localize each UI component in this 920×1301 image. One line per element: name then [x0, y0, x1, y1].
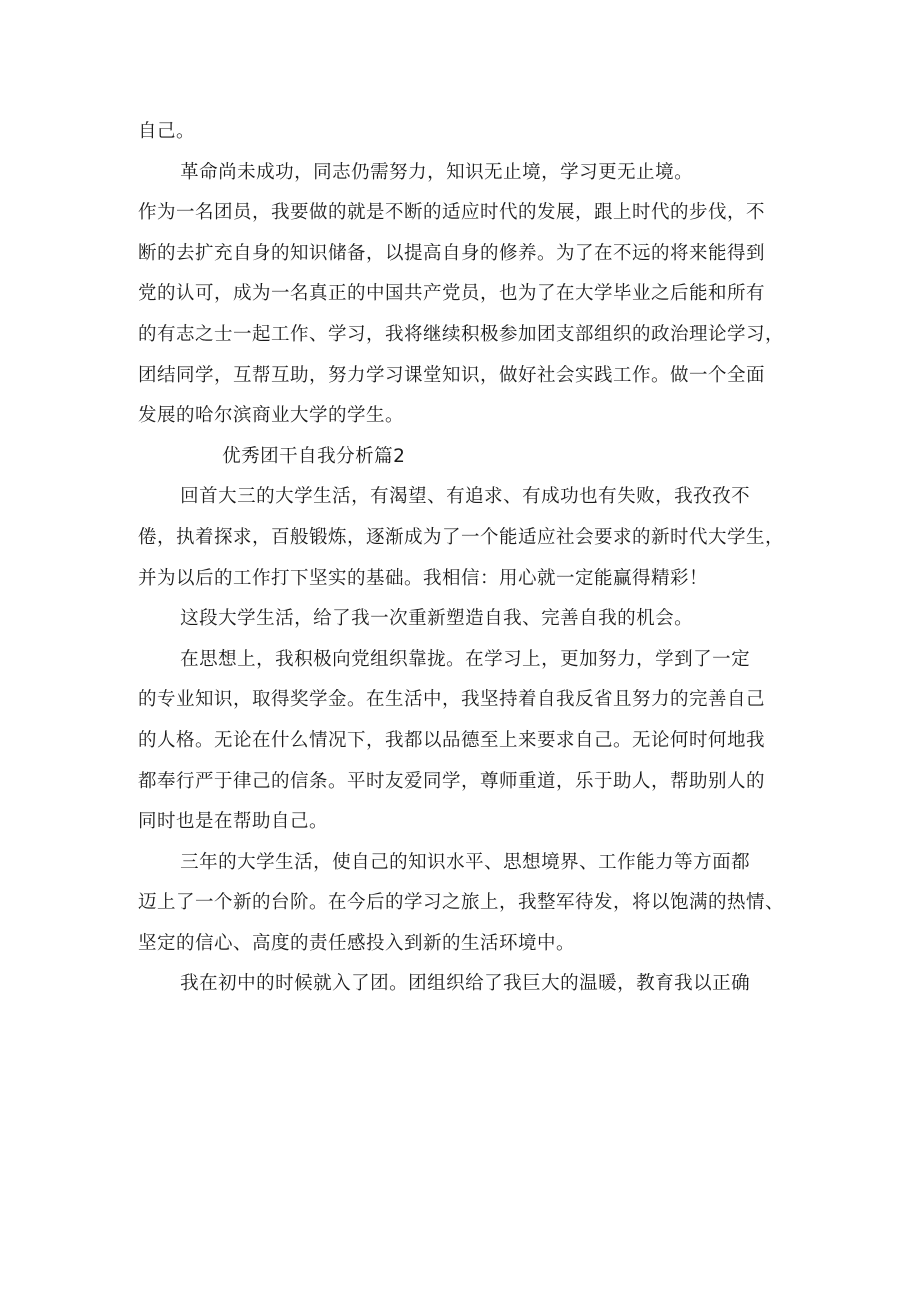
text-line: 团结同学，互帮互助，努力学习课堂知识，做好社会实践工作。做一个全面 [138, 364, 766, 386]
paragraph [138, 599, 792, 640]
text-line: 党的认可，成为一名真正的中国共产党员，也为了在大学毕业之后能和所有 [138, 283, 766, 305]
text-line: 三年的大学生活，使自己的知识水平、思想境界、工作能力等方面都 [180, 851, 751, 873]
text-line: 倦，执着探求，百般锻炼，逐渐成为了一个能适应社会要求的新时代大学生， [138, 526, 785, 548]
text-line: 坚定的信心、高度的责任感投入到新的生活环境中。 [138, 932, 576, 954]
text-line: 的有志之士一起工作、学习，我将继续积极参加团支部组织的政治理论学习， [138, 323, 785, 345]
document-body [138, 112, 792, 1005]
text-line: 我在初中的时候就入了团。团组织给了我巨大的温暖，教育我以正确 [180, 973, 751, 995]
text-line: 发展的哈尔滨商业大学的学生。 [138, 405, 405, 427]
text-line: 并为以后的工作打下坚实的基础。我相信：用心就一定能赢得精彩！ [138, 567, 709, 589]
text-line: 革命尚未成功，同志仍需努力，知识无止境，学习更无止境。 [180, 161, 694, 183]
text-line: 优秀团干自我分析篇2 [222, 445, 406, 467]
paragraph [138, 640, 792, 843]
paragraph [138, 477, 792, 599]
paragraph [138, 843, 792, 965]
text-line: 都奉行严于律己的信条。平时友爱同学，尊师重道，乐于助人，帮助别人的 [138, 770, 766, 792]
text-line: 在思想上，我积极向党组织靠拢。在学习上，更加努力，学到了一定 [180, 648, 751, 670]
section-heading [138, 437, 792, 478]
text-line: 回首大三的大学生活，有渴望、有追求、有成功也有失败，我孜孜不 [180, 486, 751, 508]
paragraph [138, 153, 792, 194]
text-line: 迈上了一个新的台阶。在今后的学习之旅上，我整军待发，将以饱满的热情、 [138, 892, 785, 914]
text-line: 自己。 [138, 121, 196, 142]
paragraph [138, 964, 792, 1005]
text-line: 作为一名团员，我要做的就是不断的适应时代的发展，跟上时代的步伐，不 [138, 202, 766, 224]
text-line: 的专业知识，取得奖学金。在生活中，我坚持着自我反省且努力的完善自己 [138, 689, 766, 711]
text-line: 的人格。无论在什么情况下，我都以品德至上来要求自己。无论何时何地我 [138, 729, 766, 751]
paragraph [138, 112, 792, 153]
paragraph [138, 193, 792, 437]
text-line: 这段大学生活，给了我一次重新塑造自我、完善自我的机会。 [180, 608, 694, 630]
text-line: 断的去扩充自身的知识储备，以提高自身的修养。为了在不远的将来能得到 [138, 242, 766, 264]
text-line: 同时也是在帮助自己。 [138, 811, 329, 833]
